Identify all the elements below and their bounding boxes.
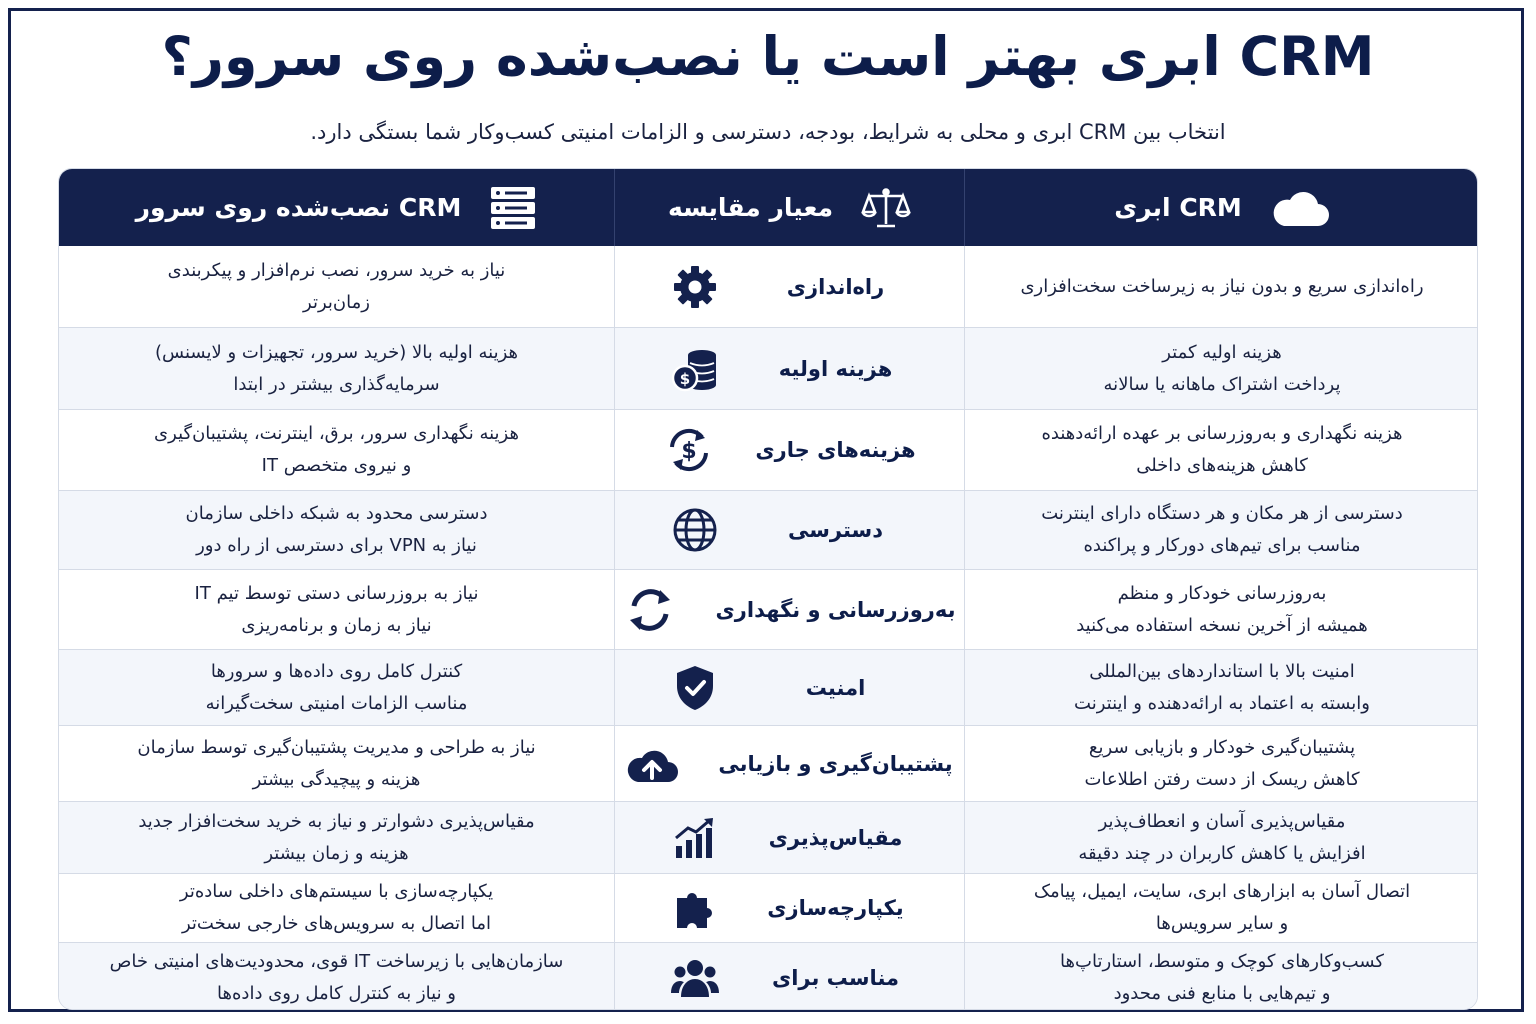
onprem-cell <box>59 943 614 1010</box>
criterion-cell <box>614 410 965 490</box>
header-onprem-label: CRM نصب‌شده روی سرور <box>135 193 462 222</box>
onprem-text-line: کنترل کامل روی داده‌ها و سرورها <box>210 660 463 682</box>
onprem-text-line: نیاز به VPN برای دسترسی از راه دور <box>196 535 477 556</box>
onprem-text-line: مناسب الزامات امنیتی سخت‌گیرانه <box>205 692 468 714</box>
cloud-text-line: دسترسی از هر مکان و هر دستگاه دارای اینترنت <box>1041 503 1403 524</box>
cloud-cell <box>965 246 1478 327</box>
cloud-cell <box>965 650 1478 725</box>
cloud-text-line: هزینه نگهداری و به‌روزرسانی بر عهده ارائه‌دهنده <box>1041 423 1403 444</box>
users-icon <box>669 952 721 1004</box>
cloud-text-line: وابسته به اعتماد به ارائه‌دهنده و اینترنت <box>1074 692 1370 714</box>
cloud-text-line: همیشه از آخرین نسخه استفاده می‌کنید <box>1076 614 1368 636</box>
header-criteria <box>614 169 965 246</box>
onprem-text-line: سرمایه‌گذاری بیشتر در ابتدا <box>233 373 440 395</box>
svg-text:$: $ <box>681 439 698 464</box>
criterion-cell <box>614 246 965 327</box>
growth-chart-icon <box>669 812 721 864</box>
onprem-cell <box>59 802 614 873</box>
criterion-cell <box>614 802 965 873</box>
onprem-text-line: هزینه و زمان بیشتر <box>264 842 409 864</box>
table-row <box>59 943 1478 1010</box>
onprem-text-line: هزینه و پیچیدگی بیشتر <box>252 768 421 790</box>
cloud-cell <box>965 410 1478 490</box>
cloud-cell <box>965 570 1478 649</box>
cloud-text-line: پشتیبان‌گیری خودکار و بازیابی سریع <box>1088 736 1356 758</box>
table-row <box>59 491 1478 570</box>
criterion-cell <box>614 726 965 801</box>
page-title: CRM ابری بهتر است یا نصب‌شده روی سرور؟ <box>161 25 1375 88</box>
header-cloud <box>965 169 1478 246</box>
criterion-cell <box>614 874 965 942</box>
cloud-text-line: کسب‌وکارهای کوچک و متوسط، استارتاپ‌ها <box>1060 951 1384 972</box>
cloud-text-line: و تیم‌هایی با منابع فنی محدود <box>1113 983 1331 1004</box>
criterion-label: مناسب برای <box>771 966 900 990</box>
onprem-text-line: و نیاز به کنترل کامل روی داده‌ها <box>217 983 456 1004</box>
onprem-text-line: دسترسی محدود به شبکه داخلی سازمان <box>185 503 488 524</box>
onprem-cell <box>59 491 614 569</box>
onprem-cell <box>59 410 614 490</box>
criterion-cell <box>614 943 965 1010</box>
criterion-cell <box>614 570 965 649</box>
criterion-label: راه‌اندازی <box>786 274 885 299</box>
cloud-text-line: هزینه اولیه کمتر <box>1162 341 1282 363</box>
table-row <box>59 410 1478 491</box>
onprem-cell <box>59 650 614 725</box>
cloud-text-line: مناسب برای تیم‌های دورکار و پراکنده <box>1083 535 1361 556</box>
onprem-text-line: هزینه اولیه بالا (خرید سرور، تجهیزات و لایسنس) <box>155 341 518 363</box>
cloud-cell <box>965 943 1478 1010</box>
criterion-label: هزینه‌های جاری <box>755 438 916 462</box>
globe-icon <box>669 504 721 556</box>
cloud-cell <box>965 726 1478 801</box>
criterion-label: مقیاس‌پذیری <box>768 825 903 850</box>
cloud-cell <box>965 328 1478 409</box>
criterion-label: یکپارچه‌سازی <box>767 896 904 920</box>
onprem-text-line: نیاز به خرید سرور، نصب نرم‌افزار و پیکربندی <box>167 259 506 281</box>
cloud-text-line: اتصال آسان به ابزارهای ابری، سایت، ایمیل، پیامک <box>1033 881 1411 902</box>
table-row <box>59 570 1478 650</box>
onprem-text-line: زمان‌برتر <box>303 291 370 313</box>
table-row <box>59 650 1478 726</box>
criterion-label: دسترسی <box>788 518 883 542</box>
cloud-text-line: کاهش ریسک از دست رفتن اطلاعات <box>1084 768 1360 790</box>
comparison-table <box>58 168 1478 1010</box>
onprem-cell <box>59 246 614 327</box>
cloud-text-line: پرداخت اشتراک ماهانه یا سالانه <box>1103 373 1341 395</box>
cloud-text-line: افزایش یا کاهش کاربران در چند دقیقه <box>1078 842 1366 864</box>
cloud-upload-icon <box>626 738 678 790</box>
criterion-label: هزینه اولیه <box>778 356 893 381</box>
cloud-text-line: کاهش هزینه‌های داخلی <box>1136 455 1308 476</box>
onprem-cell <box>59 726 614 801</box>
criterion-label: پشتیبان‌گیری و بازیابی <box>718 751 953 776</box>
recurring-cost-icon <box>663 424 715 476</box>
onprem-text-line: مقیاس‌پذیری دشوارتر و نیاز به خرید سخت‌افزار جدید <box>138 810 535 832</box>
svg-text:$: $ <box>679 369 690 388</box>
gear-icon <box>669 261 721 313</box>
onprem-text-line: هزینه نگهداری سرور، برق، اینترنت، پشتیبان‌گیری <box>154 423 519 444</box>
coins-icon <box>669 343 721 395</box>
criterion-label: امنیت <box>805 675 866 700</box>
onprem-cell <box>59 570 614 649</box>
onprem-text-line: نیاز به طراحی و مدیریت پشتیبان‌گیری توسط سازمان <box>137 736 536 758</box>
header-onprem <box>59 169 614 246</box>
onprem-cell <box>59 328 614 409</box>
cloud-text-line: و سایر سرویس‌ها <box>1155 913 1289 934</box>
cloud-cell <box>965 874 1478 942</box>
table-row <box>59 246 1478 328</box>
table-body <box>59 246 1478 1010</box>
table-row <box>59 328 1478 410</box>
header-cloud-label: CRM ابری <box>1114 193 1242 222</box>
table-header <box>59 169 1478 246</box>
onprem-text-line: نیاز به بروزرسانی دستی توسط تیم IT <box>194 582 479 604</box>
server-icon <box>489 185 537 231</box>
criterion-cell <box>614 491 965 569</box>
cloud-text-line: به‌روزرسانی خودکار و منظم <box>1117 582 1327 604</box>
cloud-text-line: امنیت بالا با استانداردهای بین‌المللی <box>1089 660 1355 682</box>
criterion-label: به‌روزرسانی و نگهداری <box>715 597 956 622</box>
criterion-cell <box>614 650 965 725</box>
shield-check-icon <box>669 662 721 714</box>
criterion-cell <box>614 328 965 409</box>
cloud-icon <box>1270 188 1330 228</box>
page-subtitle: انتخاب بین CRM ابری و محلی به شرایط، بودجه، دسترسی و الزامات امنیتی کسب‌وکار شما بستگی دارد. <box>310 120 1226 144</box>
header-criteria-label: معیار مقایسه <box>667 193 834 222</box>
onprem-text-line: و نیروی متخصص IT <box>261 455 412 476</box>
onprem-text-line: نیاز به زمان و برنامه‌ریزی <box>241 614 432 636</box>
puzzle-icon <box>669 882 721 934</box>
onprem-cell <box>59 874 614 942</box>
scale-icon <box>861 186 911 230</box>
table-row <box>59 874 1478 943</box>
onprem-text-line: یکپارچه‌سازی با سیستم‌های داخلی ساده‌تر <box>179 881 494 902</box>
onprem-text-line: سازمان‌هایی با زیرساخت IT قوی، محدودیت‌های امنیتی خاص <box>109 951 564 972</box>
cloud-cell <box>965 802 1478 873</box>
onprem-text-line: اما اتصال به سرویس‌های خارجی سخت‌تر <box>181 913 492 934</box>
refresh-icon <box>624 584 676 636</box>
cloud-cell <box>965 491 1478 569</box>
table-row <box>59 726 1478 802</box>
cloud-text-line: مقیاس‌پذیری آسان و انعطاف‌پذیر <box>1098 810 1346 832</box>
table-row <box>59 802 1478 874</box>
cloud-text-line: راه‌اندازی سریع و بدون نیاز به زیرساخت سخت‌افزاری <box>1020 275 1424 297</box>
